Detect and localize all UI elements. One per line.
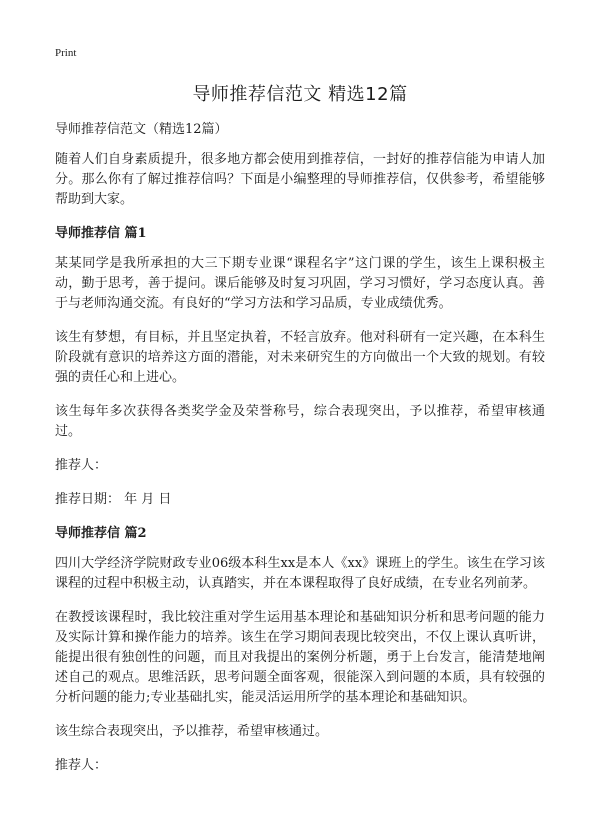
section1-referrer: 推荐人：: [55, 458, 108, 473]
section1-paragraph-1: 某某同学是我所承担的大三下期专业课“课程名字”这门课的学生，该生上课积极主动，勤于思考，善于提问。课后能够及时复习巩固，学习习惯好，学习态度认真。善于与老师沟通交流。有良好的“学习方法和学习品质，专业成绩优秀。: [55, 256, 545, 311]
section2-paragraph-3: 该生综合表现突出，予以推荐，希望审核通过。: [55, 724, 329, 739]
section2-paragraph-1: 四川大学经济学院财政专业06级本科生xx是本人《xx》课班上的学生。该生在学习该课程的过程中积极主动，认真踏实，并在本课程取得了良好成绩，在专业名列前茅。: [55, 556, 545, 591]
section1-paragraph-2: 该生有梦想，有目标，并且坚定执着，不轻言放弃。他对科研有一定兴趣，在本科生阶段就有意识的培养这方面的潜能，对未来研究生的方向做出一个大致的规划。有较强的责任心和上进心。: [55, 330, 545, 385]
document-body: [55, 120, 545, 790]
section2-referrer: 推荐人：: [55, 758, 108, 773]
section-heading-2: 导师推荐信 篇2: [55, 526, 147, 541]
print-label[interactable]: Print: [55, 47, 77, 59]
intro-paragraph: 随着人们自身素质提升，很多地方都会使用到推荐信，一封好的推荐信能为申请人加分。那么你有了解过推荐信吗？下面是小编整理的导师推荐信，仅供参考，希望能够帮助到大家。: [55, 152, 545, 207]
page-title: 导师推荐信范文 精选12篇: [192, 84, 408, 105]
section1-paragraph-3: 该生每年多次获得各类奖学金及荣誉称号，综合表现突出，予以推荐，希望审核通过。: [55, 404, 545, 439]
section2-paragraph-2: 在教授该课程时，我比较注重对学生运用基本理论和基础知识分析和思考问题的能力及实际计算和操作能力的培养。该生在学习期间表现比较突出，不仅上课认真听讲，能提出很有独创性的问题，而且对我提出的案例分析题，勇于上台发言，能清楚地阐述自己的观点。思维活跃，思考问题全面客观，很能深入到问题的本质，具有较强的分析问题的能力;专业基础扎实，能灵活运用所学的基本理论和基础知识。: [55, 610, 545, 705]
section1-date: 推荐日期： 年 月 日: [55, 492, 172, 507]
subtitle: 导师推荐信范文（精选12篇）: [55, 122, 228, 137]
section-heading-1: 导师推荐信 篇1: [55, 226, 147, 241]
